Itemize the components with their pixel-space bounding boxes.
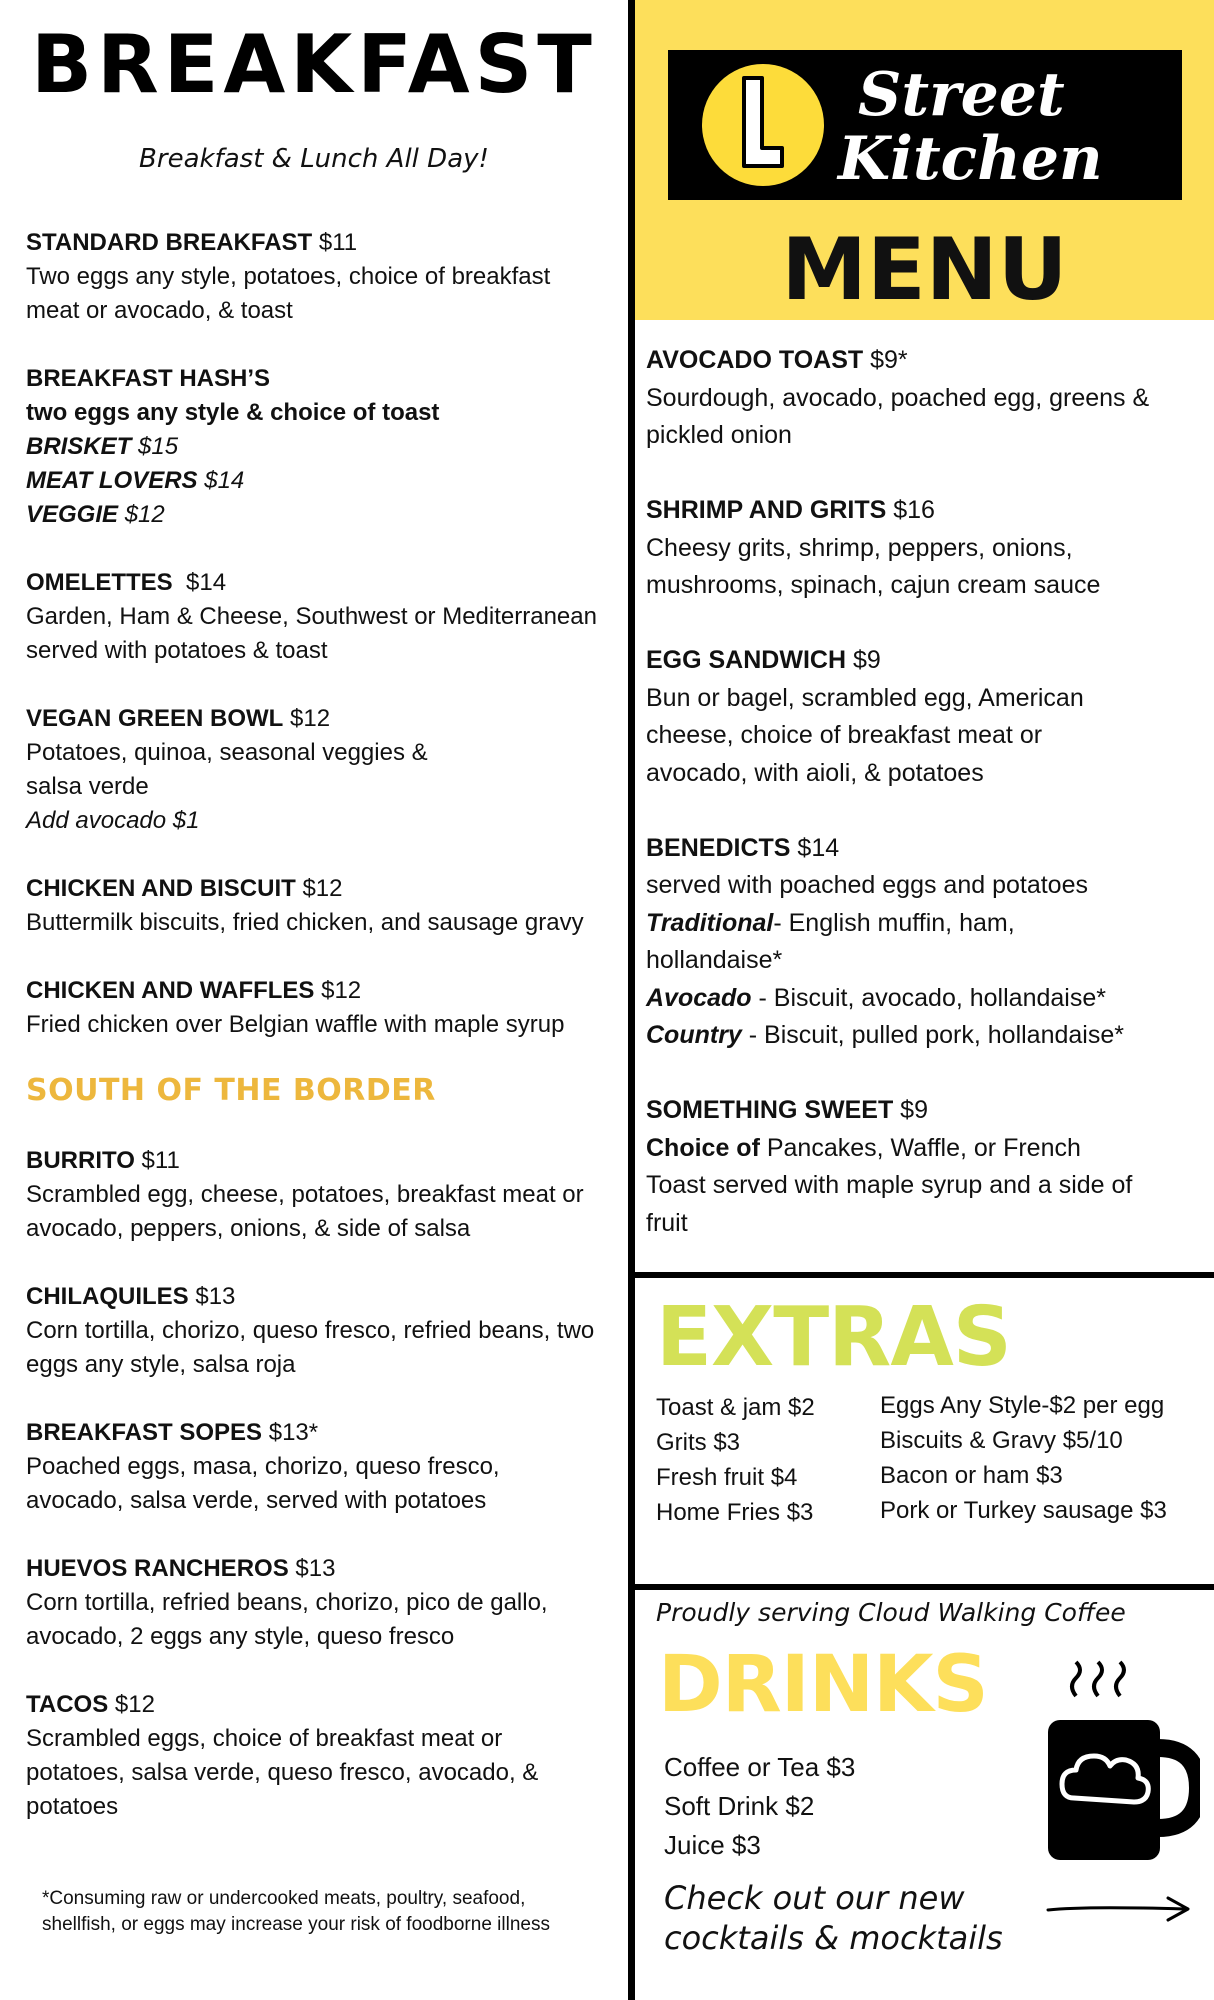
extras-item: Grits $3 bbox=[656, 1429, 741, 1456]
item-desc-bold: two eggs any style & choice of toast bbox=[26, 399, 440, 426]
cocktails-callout bbox=[664, 1878, 1003, 1958]
section-heading-south-of-the-border: SOUTH OF THE BORDER bbox=[26, 1073, 436, 1108]
menu-item-huevos-rancheros bbox=[26, 1552, 626, 1654]
item-price: $16 bbox=[886, 496, 935, 524]
food-safety-disclaimer: *Consuming raw or undercooked meats, poultry, seafood, shellfish, or eggs may increase your risk of foodborne illness bbox=[42, 1888, 550, 1935]
item-price: $14 bbox=[172, 569, 227, 596]
item-title: BREAKFAST SOPES bbox=[26, 1419, 263, 1446]
item-price: $9 bbox=[893, 1096, 928, 1124]
logo-text-kitchen: Kitchen bbox=[838, 124, 1103, 194]
item-price: $12 bbox=[314, 977, 362, 1004]
drinks-title: DRINKS bbox=[658, 1640, 988, 1730]
item-desc: avocado, with aioli, & potatoes bbox=[646, 758, 984, 787]
menu-item-chicken-and-biscuit bbox=[26, 872, 626, 940]
breakfast-subtitle: Breakfast & Lunch All Day! bbox=[139, 144, 489, 174]
extras-item: Toast & jam $2 bbox=[656, 1394, 815, 1421]
variant-name: Avocado bbox=[646, 983, 752, 1012]
item-desc: fruit bbox=[646, 1208, 688, 1237]
item-price: $9 bbox=[846, 646, 881, 674]
menu-item-benedicts bbox=[646, 830, 1206, 1055]
item-desc: served with poached eggs and potatoes bbox=[646, 871, 1088, 899]
menu-item-something-sweet bbox=[646, 1092, 1206, 1242]
item-desc: avocado, 2 eggs any style, queso fresco bbox=[26, 1623, 455, 1650]
item-title: BREAKFAST HASH’S bbox=[26, 365, 271, 392]
item-desc: meat or avocado, & toast bbox=[26, 297, 293, 324]
extras-item: Pork or Turkey sausage $3 bbox=[880, 1497, 1167, 1524]
item-desc: Corn tortilla, chorizo, queso fresco, refried beans, two bbox=[26, 1317, 595, 1344]
item-price: $13 bbox=[188, 1283, 236, 1310]
item-addon: Add avocado $1 bbox=[26, 807, 200, 834]
logo-letter-icon bbox=[740, 74, 786, 170]
extras-item: Eggs Any Style-$2 per egg bbox=[880, 1392, 1165, 1419]
variant-name: MEAT LOVERS bbox=[26, 467, 198, 494]
item-desc: potatoes, salsa verde, queso fresco, avocado, & bbox=[26, 1759, 539, 1786]
item-price: $13 bbox=[288, 1555, 336, 1582]
extras-list-right bbox=[880, 1388, 1167, 1528]
logo-text-street: Street bbox=[858, 60, 1065, 130]
item-title: OMELETTES bbox=[26, 569, 173, 596]
arrow-right-icon bbox=[1044, 1894, 1194, 1924]
item-desc: Scrambled egg, cheese, potatoes, breakfast meat or bbox=[26, 1181, 584, 1208]
section-divider bbox=[635, 1584, 1214, 1590]
cocktails-callout-line: cocktails & mocktails bbox=[664, 1919, 1003, 1957]
extras-item: Home Fries $3 bbox=[656, 1499, 814, 1526]
item-title: CHICKEN AND BISCUIT bbox=[26, 875, 296, 902]
cocktails-callout-line: Check out our new bbox=[664, 1879, 965, 1917]
drink-item: Soft Drink $2 bbox=[664, 1791, 815, 1821]
variant-price: $12 bbox=[118, 501, 165, 528]
item-desc: Scrambled eggs, choice of breakfast meat or bbox=[26, 1725, 503, 1752]
menu-item-burrito bbox=[26, 1144, 626, 1246]
item-desc: avocado, salsa verde, served with potatoes bbox=[26, 1487, 487, 1514]
item-desc: Corn tortilla, refried beans, chorizo, pico de gallo, bbox=[26, 1589, 548, 1616]
menu-item-breakfast-sopes bbox=[26, 1416, 626, 1518]
item-desc: Buttermilk biscuits, fried chicken, and sausage gravy bbox=[26, 909, 584, 936]
variant-price: $14 bbox=[197, 467, 245, 494]
breakfast-title: BREAKFAST bbox=[31, 18, 597, 111]
item-title: BURRITO bbox=[26, 1147, 135, 1174]
item-desc: Cheesy grits, shrimp, peppers, onions, bbox=[646, 533, 1073, 562]
item-desc: Garden, Ham & Cheese, Southwest or Mediterranean bbox=[26, 603, 597, 630]
item-title: TACOS bbox=[26, 1691, 109, 1718]
menu-item-shrimp-and-grits bbox=[646, 492, 1206, 605]
item-desc-bold: Choice of bbox=[646, 1133, 760, 1162]
variant-name: Country bbox=[646, 1021, 742, 1049]
item-desc: potatoes bbox=[26, 1793, 119, 1820]
item-price: $11 bbox=[134, 1147, 180, 1174]
menu-item-chicken-and-waffles bbox=[26, 974, 626, 1042]
menu-item-breakfast-hash bbox=[26, 362, 626, 532]
item-desc: Poached eggs, masa, chorizo, queso fresco, bbox=[26, 1453, 500, 1480]
item-price: $12 bbox=[108, 1691, 155, 1718]
menu-item-chilaquiles bbox=[26, 1280, 626, 1382]
item-desc: Two eggs any style, potatoes, choice of breakfast bbox=[26, 263, 551, 290]
item-title: CHICKEN AND WAFFLES bbox=[26, 977, 315, 1004]
extras-item: Fresh fruit $4 bbox=[656, 1464, 798, 1491]
variant-desc: hollandaise* bbox=[646, 946, 783, 974]
variant-name: BRISKET bbox=[26, 433, 132, 460]
column-divider bbox=[628, 0, 635, 2000]
item-price: $14 bbox=[790, 833, 840, 862]
item-desc: Pancakes, Waffle, or French bbox=[759, 1133, 1081, 1162]
item-title: CHILAQUILES bbox=[26, 1283, 189, 1310]
item-desc: Toast served with maple syrup and a side of bbox=[646, 1171, 1133, 1199]
menu-items-right bbox=[646, 342, 1206, 1280]
item-title: STANDARD BREAKFAST bbox=[26, 229, 313, 256]
variant-desc: - English muffin, ham, bbox=[773, 908, 1015, 937]
breakfast-items bbox=[26, 226, 626, 1858]
item-price: $12 bbox=[295, 875, 343, 902]
item-price: $12 bbox=[283, 705, 331, 732]
item-desc: salsa verde bbox=[26, 773, 149, 800]
item-desc: Potatoes, quinoa, seasonal veggies & bbox=[26, 739, 428, 766]
menu-title: MENU bbox=[781, 220, 1068, 320]
item-title: SHRIMP AND GRITS bbox=[646, 496, 887, 524]
menu-item-avocado-toast bbox=[646, 342, 1206, 455]
item-price: $11 bbox=[312, 229, 358, 256]
item-desc: pickled onion bbox=[646, 421, 792, 449]
item-desc: mushrooms, spinach, cajun cream sauce bbox=[646, 571, 1101, 599]
item-title: BENEDICTS bbox=[646, 833, 791, 862]
item-desc: Bun or bagel, scrambled egg, American bbox=[646, 683, 1084, 712]
menu-item-egg-sandwich bbox=[646, 642, 1206, 792]
variant-price: $15 bbox=[131, 433, 179, 460]
section-divider bbox=[635, 1272, 1214, 1278]
extras-title: EXTRAS bbox=[656, 1290, 1011, 1385]
item-title: SOMETHING SWEET bbox=[646, 1096, 894, 1124]
item-desc: avocado, peppers, onions, & side of salsa bbox=[26, 1215, 471, 1242]
drink-item: Coffee or Tea $3 bbox=[664, 1752, 856, 1782]
menu-item-omelettes bbox=[26, 566, 626, 668]
menu-item-standard-breakfast bbox=[26, 226, 626, 328]
coffee-mug-icon bbox=[1040, 1648, 1200, 1868]
item-desc: Fried chicken over Belgian waffle with maple syrup bbox=[26, 1011, 565, 1038]
item-title: AVOCADO TOAST bbox=[646, 346, 864, 374]
item-desc: cheese, choice of breakfast meat or bbox=[646, 721, 1043, 749]
variant-name: Traditional bbox=[646, 908, 774, 937]
logo-letter: L bbox=[740, 74, 741, 75]
coffee-note: Proudly serving Cloud Walking Coffee bbox=[656, 1598, 1126, 1627]
extras-list-left bbox=[656, 1390, 815, 1530]
item-desc: served with potatoes & toast bbox=[26, 637, 328, 664]
item-desc: eggs any style, salsa roja bbox=[26, 1351, 296, 1378]
variant-desc: - Biscuit, pulled pork, hollandaise* bbox=[741, 1021, 1124, 1049]
drink-item: Juice $3 bbox=[664, 1830, 761, 1860]
menu-item-vegan-green-bowl bbox=[26, 702, 626, 838]
item-title: HUEVOS RANCHEROS bbox=[26, 1555, 289, 1582]
item-title: EGG SANDWICH bbox=[646, 646, 846, 674]
item-title: VEGAN GREEN BOWL bbox=[26, 705, 284, 732]
extras-item: Bacon or ham $3 bbox=[880, 1462, 1063, 1489]
extras-item: Biscuits & Gravy $5/10 bbox=[880, 1427, 1123, 1454]
item-price: $13* bbox=[262, 1419, 319, 1446]
item-desc: Sourdough, avocado, poached egg, greens & bbox=[646, 383, 1150, 412]
menu-item-tacos bbox=[26, 1688, 626, 1824]
variant-desc: - Biscuit, avocado, hollandaise* bbox=[751, 983, 1106, 1012]
drinks-list bbox=[664, 1748, 855, 1865]
variant-name: VEGGIE bbox=[26, 501, 119, 528]
item-price: $9* bbox=[863, 346, 908, 374]
